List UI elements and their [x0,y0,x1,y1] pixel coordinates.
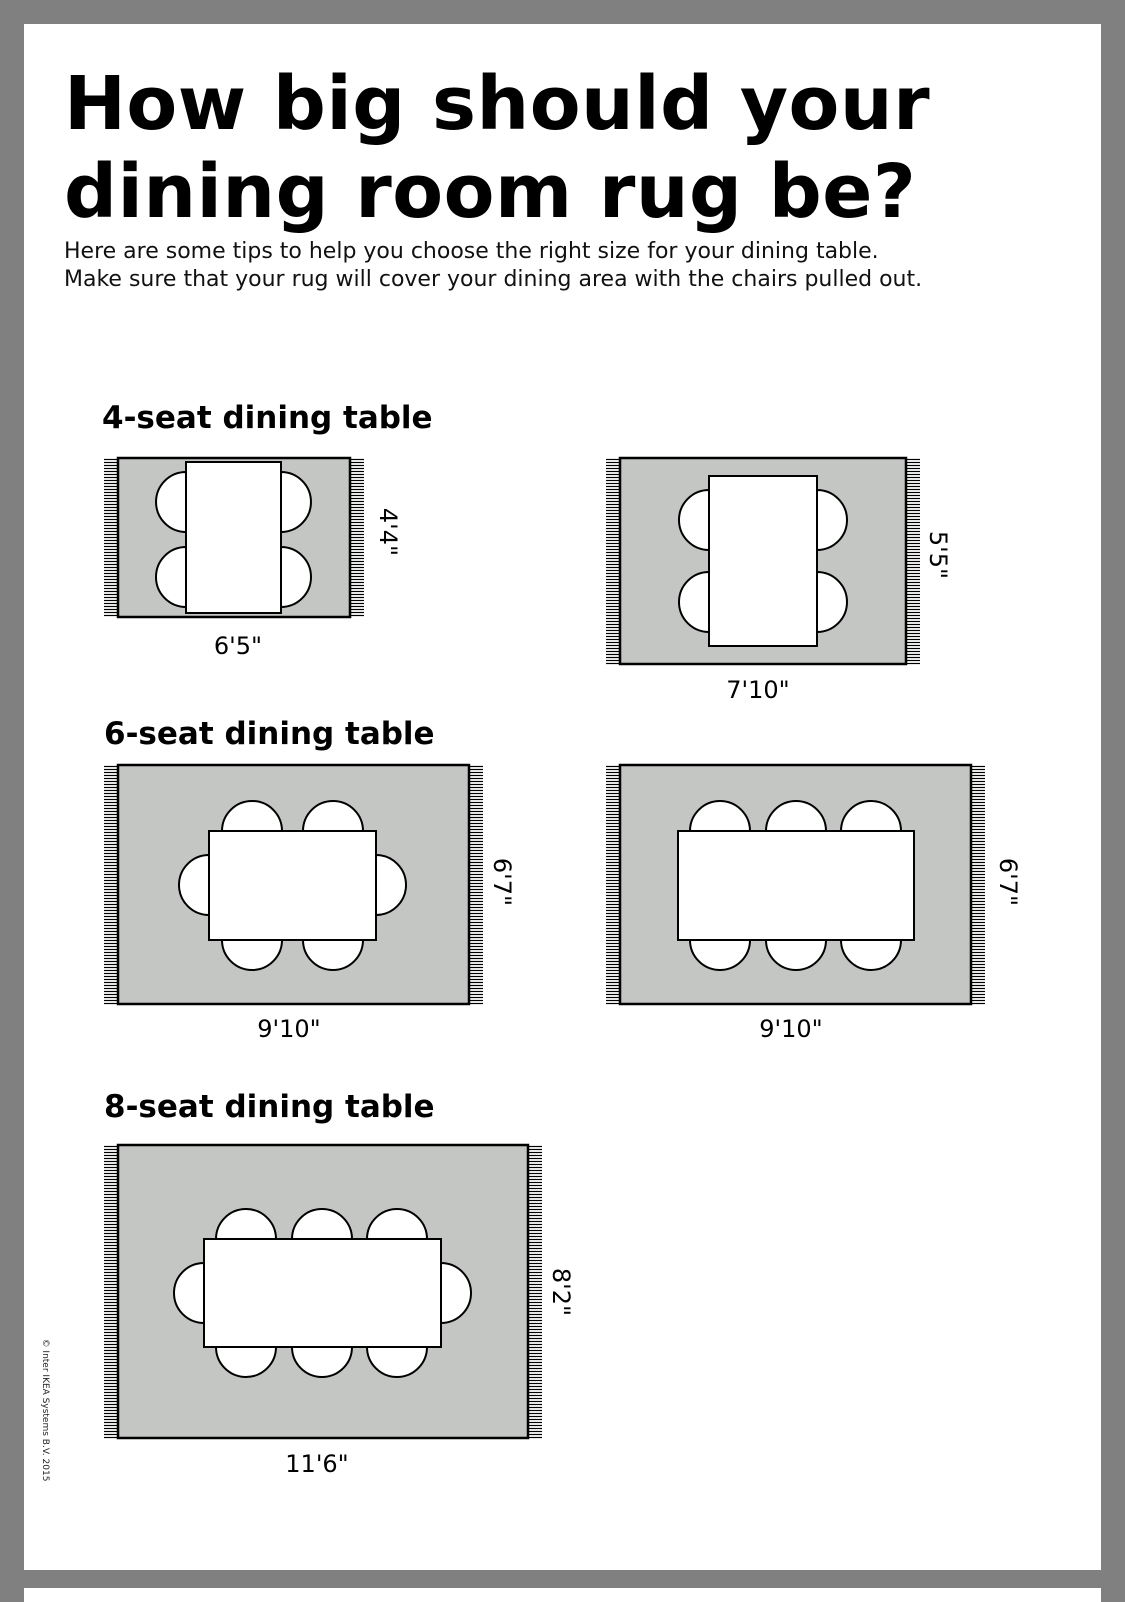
rug-fringe-left [606,460,620,664]
rug-diagram-6-seat-oval [104,765,483,1004]
dining-table [186,462,281,613]
section-title-4-seat: 4-seat dining table [102,400,433,436]
rug-fringe-left [104,460,118,616]
dining-table [209,831,376,940]
rug-length-label: 6'7" [994,857,1022,907]
intro-line-1: Here are some tips to help you choose the right size for your dining table. [64,239,879,264]
rug-fringe-right [528,1147,542,1438]
rug-width-label: 11'6" [285,1450,349,1478]
section-title-6-seat: 6-seat dining table [104,716,435,752]
rug-width-label: 9'10" [759,1015,823,1043]
rug-length-label: 6'7" [488,857,516,907]
rug-length-label: 4'4" [374,507,402,557]
rug-fringe-left [104,1147,118,1438]
intro-line-2: Make sure that your rug will cover your dining area with the chairs pulled out. [64,267,923,292]
page-title: How big should your dining room rug be? [64,61,931,235]
copyright-notice: © Inter IKEA Systems B.V. 2015 [40,1338,50,1482]
dining-table [204,1239,441,1347]
rug-diagram-6-seat-long [606,765,985,1004]
rug-diagram-4-seat-small [104,458,364,617]
rug-fringe-right [971,767,985,1004]
rug-width-label: 9'10" [257,1015,321,1043]
dining-table [678,831,914,940]
rug-diagram-8-seat [104,1145,542,1438]
rug-length-label: 5'5" [924,530,952,580]
rug-width-label: 6'5" [213,632,263,660]
rug-length-label: 8'2" [547,1267,575,1317]
rug-width-label: 7'10" [726,676,790,704]
rug-fringe-right [906,460,920,664]
section-title-8-seat: 8-seat dining table [104,1089,435,1125]
rug-fringe-right [350,460,364,616]
rug-fringe-right [469,767,483,1004]
rug-fringe-left [104,767,118,1004]
rug-diagram-4-seat-large [606,458,920,664]
rug-fringe-left [606,767,620,1004]
dining-table [709,476,817,646]
